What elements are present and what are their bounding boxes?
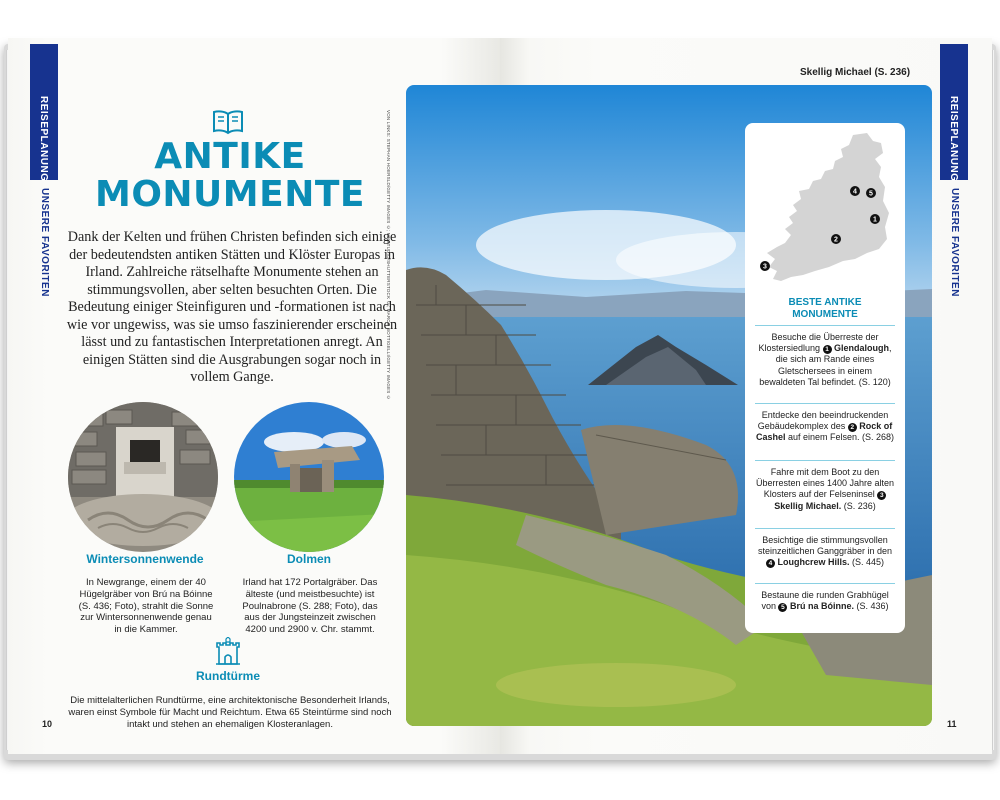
number-badge-1: 1 — [823, 345, 832, 354]
subsection-label: UNSERE FAVORITEN — [39, 188, 50, 297]
round-tower-icon — [215, 637, 241, 665]
title-line-1: ANTIKE — [154, 136, 306, 177]
running-head: Skellig Michael (S. 236) — [800, 67, 911, 78]
item-place-name: Loughcrew Hills. — [777, 557, 850, 568]
caption-dolmen: Irland hat 172 Portalgräber. Das älteste (und meistbesuchte) ist Poulnabrone (S. 288; Foto), das aus der Jungsteinzeit zwischen 4200 und 2900 v. Chr. stammt. — [242, 577, 378, 636]
section-tab-label-right: REISEPLANUNG — [948, 96, 959, 182]
divider — [755, 528, 895, 529]
item-text-after: auf einem Felsen. — [785, 432, 860, 443]
caption-heading-winter-solstice: Wintersonnenwende — [86, 552, 204, 566]
section-tab-label: REISEPLANUNG — [38, 96, 49, 182]
sidebox-title-line-2: MONUMENTE — [792, 309, 858, 320]
caption-heading-dolmen: Dolmen — [286, 552, 331, 566]
sidebox-item — [755, 332, 895, 388]
subsection-label-right: UNSERE FAVORITEN — [949, 188, 960, 297]
section-tab-left[interactable] — [30, 44, 58, 180]
item-page-ref: (S. 445) — [852, 557, 885, 568]
item-page-ref: (S. 120) — [858, 376, 891, 387]
sidebox-item — [755, 410, 895, 444]
item-text: Entdecke den beeindruckenden Gebäudekomplex des — [757, 410, 889, 432]
map-marker-1: 1 — [873, 216, 877, 224]
item-place-name: Skellig Michael. — [774, 500, 842, 511]
number-badge-4: 4 — [766, 559, 775, 568]
page-number-right: 11 — [947, 719, 957, 729]
number-badge-3: 3 — [877, 491, 886, 500]
sidebox-title — [745, 297, 905, 321]
open-book-icon — [212, 109, 244, 135]
item-place-name: Glendalough — [834, 343, 890, 354]
divider — [755, 403, 895, 404]
sidebox-item — [755, 590, 895, 612]
ireland-map — [755, 131, 895, 291]
item-place-name: Rock of Cashel — [755, 421, 893, 443]
number-badge-2: 2 — [848, 423, 857, 432]
caption-round-towers: Die mittelalterlichen Rundtürme, eine architektonische Besonderheit Irlands, waren einst Symbole für Macht und Reichtum. Etwa 65 Steintürme sind noch intakt und stehen an ehemaligen Klosteranlagen. — [68, 695, 392, 730]
map-marker-4: 4 — [853, 188, 857, 196]
divider — [755, 325, 895, 326]
sidebox-item — [755, 467, 895, 512]
item-page-ref: (S. 236) — [843, 500, 876, 511]
item-text-after: , die sich am Rande eines Gletschersees in einem bewaldeten Tal befindet. — [759, 343, 892, 387]
sidebox-item — [755, 535, 895, 569]
newgrange-photo — [68, 402, 218, 552]
number-badge-5: 5 — [778, 603, 787, 612]
caption-heading-round-towers: Rundtürme — [196, 669, 260, 683]
section-tab-right[interactable] — [940, 44, 968, 180]
map-marker-2: 2 — [834, 236, 838, 244]
page-number-left: 10 — [42, 719, 53, 729]
page-title — [60, 138, 400, 214]
divider — [755, 583, 895, 584]
item-page-ref: (S. 268) — [862, 432, 895, 443]
item-page-ref: (S. 436) — [856, 601, 889, 612]
item-text: Fahre mit dem Boot zu den Überresten eines 1400 Jahre alten Klosters auf der Felseninsel — [755, 467, 895, 500]
divider — [755, 460, 895, 461]
map-marker-5: 5 — [869, 190, 873, 198]
sidebox-title-line-1: BESTE ANTIKE — [788, 297, 862, 308]
intro-paragraph: Dank der Kelten und frühen Christen befinden sich einige der bedeutendsten antiken Stätten und Klöster Europas in Irland. Zahlreiche rätselhafte Monumente stehen an stimmungsvollen, aber selten besuchten Orten. Die Bedeutung einiger Steinfiguren und -formationen ist nach wie vor ungewiss, was sie umso faszinierender erscheinen lässt und zu fantastischen Interpretationen anregt. An einigen Stätten sind die Ausgrabungen sogar noch in vollem Gange. — [66, 229, 398, 385]
map-marker-3: 3 — [763, 263, 767, 271]
dolmen-photo — [234, 402, 384, 552]
caption-winter-solstice: In Newgrange, einem der 40 Hügelgräber von Brú na Bóinne (S. 436; Foto), strahlt die Sonne zur Wintersonnenwende genau in die Kammer. — [78, 577, 214, 636]
item-text: Bestaune die runden Grabhügel von — [761, 590, 889, 612]
item-text: Besuche die Überreste der Klostersiedlung — [758, 332, 879, 354]
best-monuments-box — [745, 123, 905, 633]
item-text: Besichtige die stimmungsvollen steinzeitlichen Ganggräber in den — [757, 535, 893, 557]
photo-credit: VON LINKS: STEPHAN HOERSLD/GETTY IMAGES ©; MNSTUDIO/SHUTTERSTOCK ©; MARCO BOTTIGELLI/GETTY IMAGES © — [386, 110, 391, 401]
title-line-2: MONUMENTE — [95, 174, 365, 215]
item-place-name: Brú na Bóinne. — [790, 601, 855, 612]
